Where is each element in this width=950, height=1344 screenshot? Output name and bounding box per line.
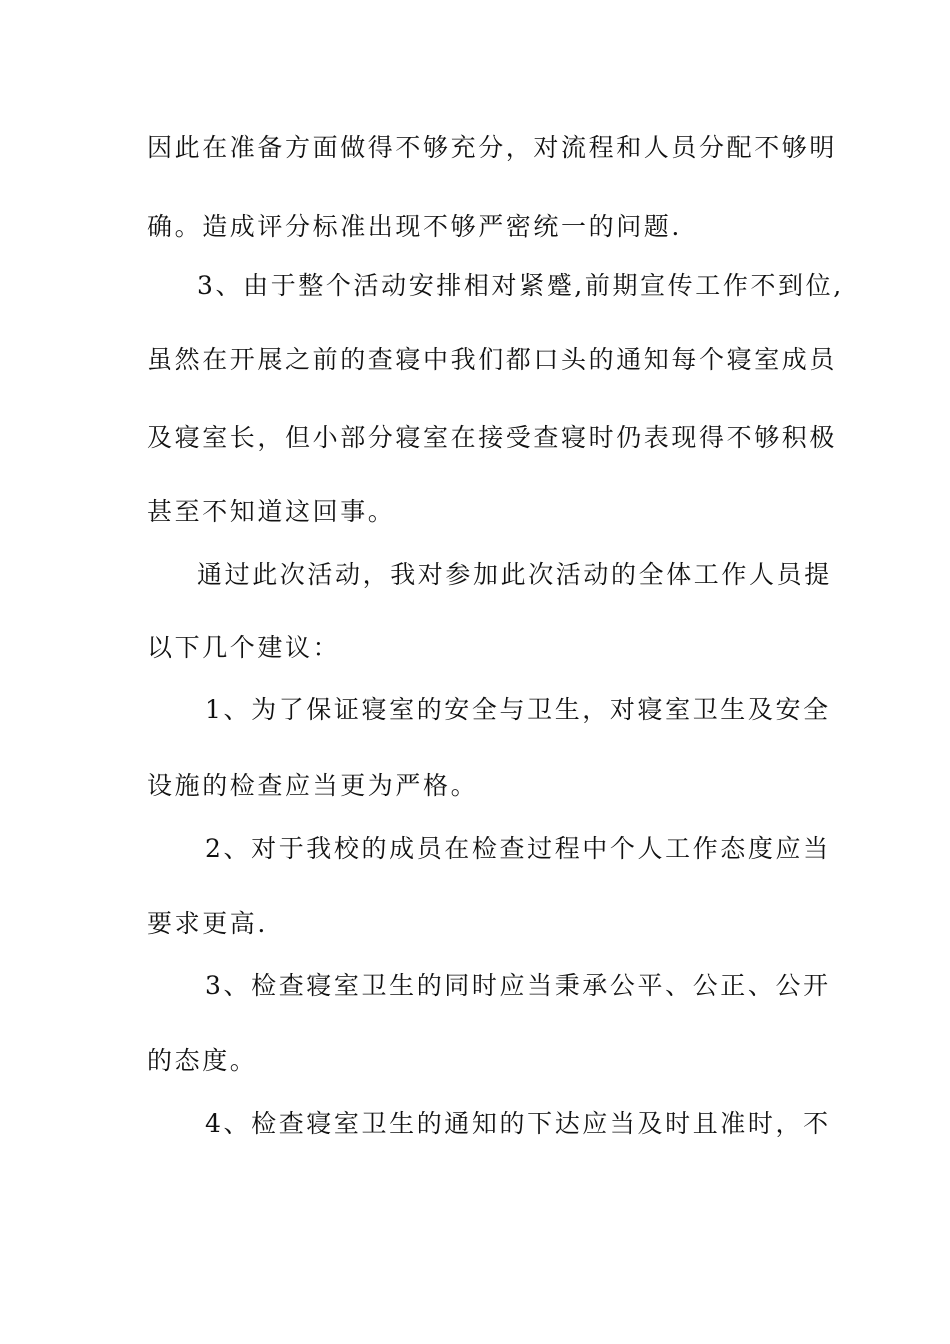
text-line: 因此在准备方面做得不够充分，对流程和人员分配不够明 xyxy=(147,133,838,162)
text-line: 1、为了保证寝室的安全与卫生，对寝室卫生及安全 xyxy=(205,695,831,724)
text-line: 的态度。 xyxy=(147,1046,258,1075)
text-line: 以下几个建议： xyxy=(147,633,341,662)
text-line: 通过此次活动，我对参加此次活动的全体工作人员提 xyxy=(197,560,832,589)
text-line: 3、由于整个活动安排相对紧蹙,前期宣传工作不到位, xyxy=(197,271,844,300)
text-line: 要求更高. xyxy=(147,909,268,938)
text-line: 甚至不知道这回事。 xyxy=(147,497,396,526)
text-line: 设施的检查应当更为严格。 xyxy=(147,771,479,800)
text-line: 2、对于我校的成员在检查过程中个人工作态度应当 xyxy=(205,834,831,863)
text-line: 4、检查寝室卫生的通知的下达应当及时且准时，不 xyxy=(205,1109,831,1138)
text-line: 及寝室长，但小部分寝室在接受查寝时仍表现得不够积极 xyxy=(147,423,838,452)
text-line: 确。造成评分标准出现不够严密统一的问题. xyxy=(147,212,682,241)
text-line: 虽然在开展之前的查寝中我们都口头的通知每个寝室成员 xyxy=(147,345,838,374)
text-line: 3、检查寝室卫生的同时应当秉承公平、公正、公开 xyxy=(205,971,831,1000)
